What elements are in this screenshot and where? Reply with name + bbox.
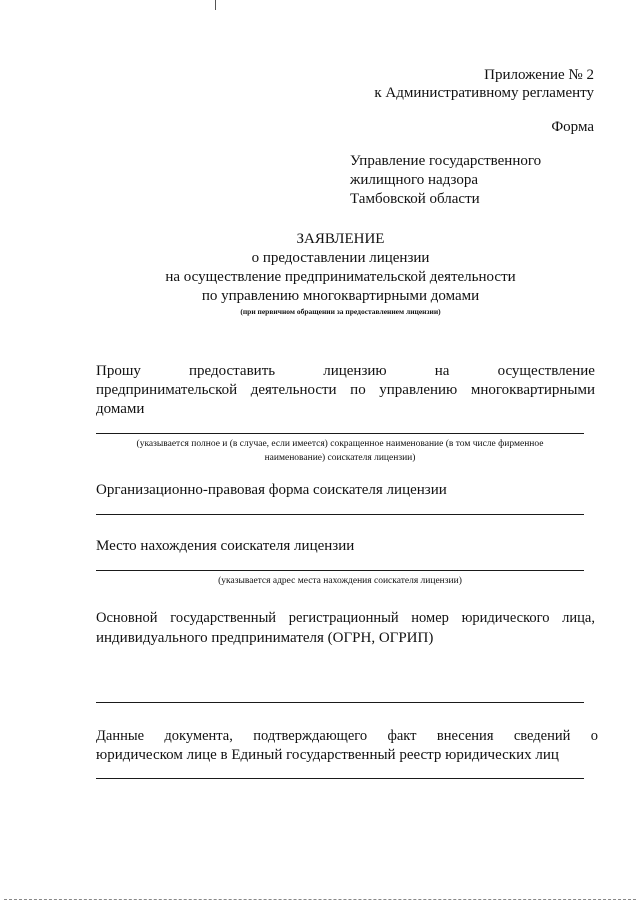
registry-word: внесения [436,728,494,744]
registry-doc-field-line [96,778,584,779]
applicant-name-hint-2: наименование) соискателя лицензии) [264,453,416,463]
registry-word: Данные [96,728,145,744]
registry-word: сведений [513,728,571,744]
location-hint: (указывается адрес места нахождения соискателя лицензии) [218,576,462,586]
request-word: предпринимательской [96,382,238,398]
ogrn-word: номер [411,610,449,626]
appendix-reference: к Административному регламенту [374,85,594,101]
request-word: предоставить [189,363,276,379]
request-word: Прошу [96,363,141,379]
title-line-2: на осуществление предпринимательской деятельности [165,269,516,285]
request-line-1 [96,362,595,381]
title-note: (при первичном обращении за предоставлением лицензии) [240,307,441,316]
location-field-line [96,570,584,571]
request-word: деятельности [250,382,337,398]
request-word: управлению [379,382,458,398]
request-word: на [434,363,450,379]
request-word: осуществление [497,363,595,379]
location-label: Место нахождения соискателя лицензии [96,538,355,554]
addressee-line-3: Тамбовской области [350,191,480,207]
applicant-name-hint-1: (указывается полное и (в случае, если имеется) сокращенное наименование (в том числе фирменное [136,439,544,449]
applicant-name-field-line [96,433,584,434]
request-word: лицензию [323,363,387,379]
ogrn-word: лица, [562,610,595,626]
addressee-line-1: Управление государственного [350,153,542,169]
request-word: многоквартирными [470,382,595,398]
request-line-3: домами [96,401,145,417]
ogrn-field-line [96,702,584,703]
form-label: Форма [551,119,594,135]
scan-artifact-mark [215,0,216,10]
ogrn-word: регистрационный [288,610,399,626]
ogrn-line-2: индивидуального предпринимателя (ОГРН, ОГРИП) [96,630,434,646]
registry-word: документа, [164,728,233,744]
addressee-line-2: жилищного надзора [350,172,479,188]
request-word: по [350,382,366,398]
legal-form-field-line [96,514,584,515]
legal-form-label: Организационно-правовая форма соискателя лицензии [96,482,447,498]
ogrn-line-1 [96,609,595,628]
registry-doc-line-1 [96,727,598,746]
title-line-1: о предоставлении лицензии [251,250,430,266]
registry-word: подтверждающего [253,728,368,744]
ogrn-word: государственный [170,610,277,626]
ogrn-word: Основной [96,610,158,626]
document-title: ЗАЯВЛЕНИЕ [296,231,385,247]
appendix-number: Приложение № 2 [484,67,594,83]
title-line-3: по управлению многоквартирными домами [201,288,480,304]
registry-word: о [590,728,598,744]
scan-edge-artifact [4,899,636,900]
ogrn-word: юридического [461,610,550,626]
registry-word: факт [387,728,417,744]
registry-doc-line-2: юридическом лице в Единый государственный реестр юридических лиц [96,747,559,763]
request-line-2 [96,381,595,400]
